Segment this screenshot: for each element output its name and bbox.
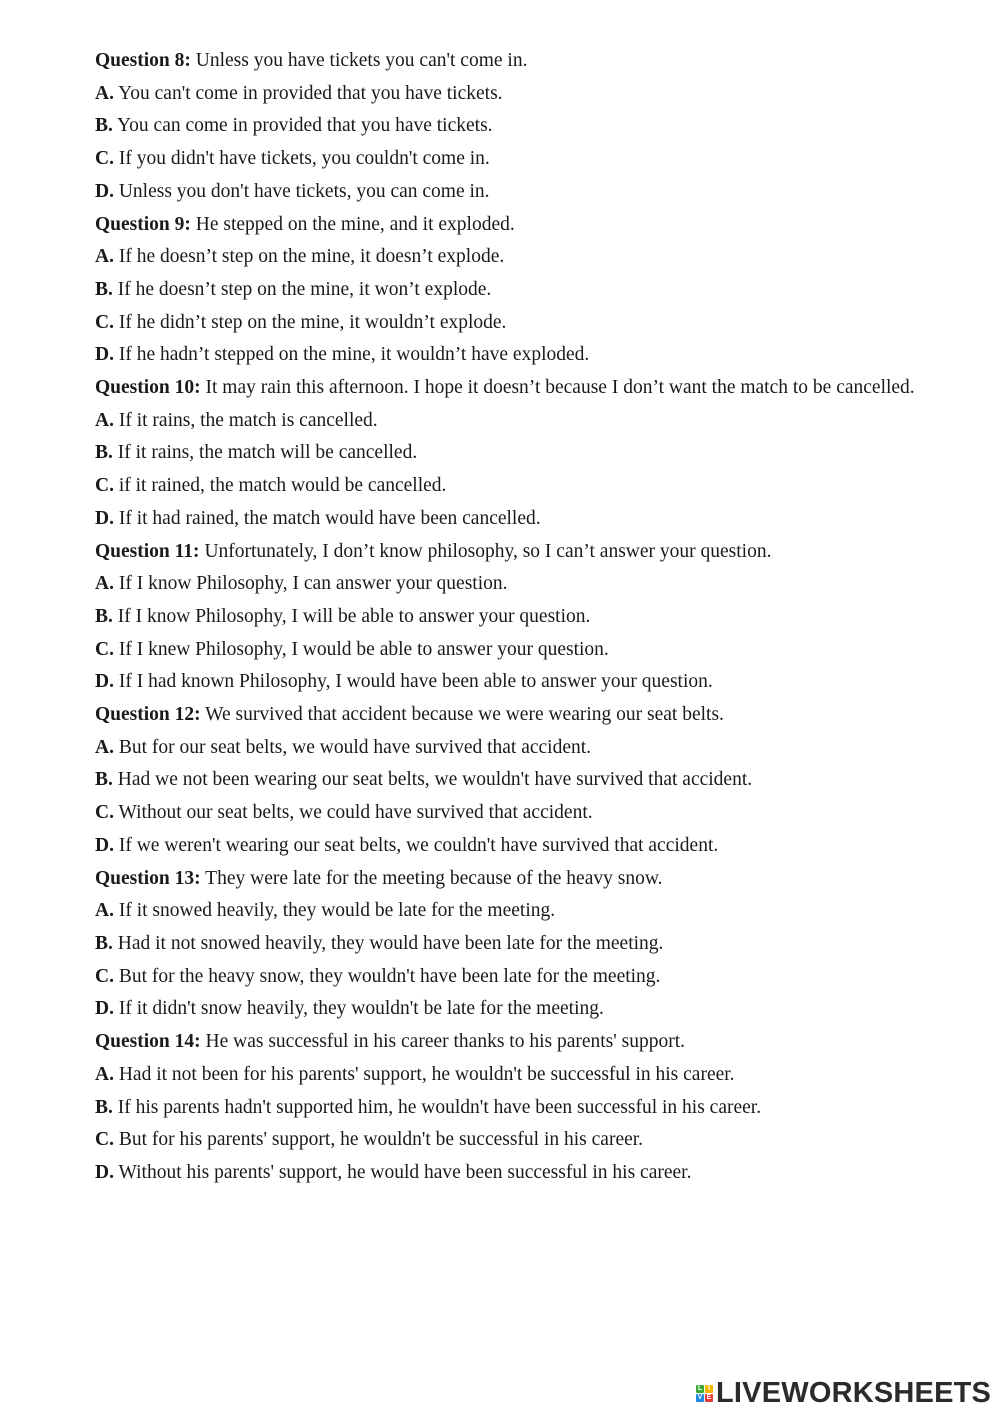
option-letter: D. bbox=[95, 507, 114, 529]
option-text: If he doesn’t step on the mine, it won’t explode. bbox=[117, 278, 492, 300]
option-text: If he didn’t step on the mine, it wouldn’t explode. bbox=[118, 311, 507, 333]
option-text: If he hadn’t stepped on the mine, it wouldn’t have exploded. bbox=[118, 344, 590, 366]
answer-option bbox=[95, 764, 935, 797]
logo-cell: V bbox=[697, 1393, 703, 1401]
logo-cell: E bbox=[706, 1393, 712, 1401]
question-text: They were late for the meeting because of the heavy snow. bbox=[205, 867, 663, 889]
option-text: Without our seat belts, we could have survived that accident. bbox=[118, 802, 593, 824]
question-number: Question 9: bbox=[95, 213, 191, 235]
question-block bbox=[95, 1026, 935, 1190]
answer-option bbox=[95, 1092, 935, 1125]
question-text: He stepped on the mine, and it exploded. bbox=[195, 213, 515, 235]
option-text: If it didn't snow heavily, they wouldn't be late for the meeting. bbox=[118, 998, 604, 1020]
option-letter: D. bbox=[95, 180, 114, 202]
question-text: Unfortunately, I don’t know philosophy, so I can’t answer your question. bbox=[204, 540, 772, 562]
option-text: If his parents hadn't supported him, he wouldn't have been successful in his career. bbox=[117, 1096, 762, 1118]
option-letter: A. bbox=[95, 900, 114, 922]
option-letter: B. bbox=[95, 605, 113, 627]
answer-option bbox=[95, 503, 935, 536]
option-letter: C. bbox=[95, 638, 114, 660]
option-text: Had it not snowed heavily, they would have been late for the meeting. bbox=[117, 932, 664, 954]
option-text: But for his parents' support, he wouldn't be successful in his career. bbox=[118, 1129, 644, 1151]
liveworksheets-logo bbox=[696, 1376, 991, 1410]
option-text: If I know Philosophy, I will be able to answer your question. bbox=[117, 605, 591, 627]
option-text: If I know Philosophy, I can answer your question. bbox=[118, 573, 508, 595]
question-block bbox=[95, 536, 935, 700]
option-letter: B. bbox=[95, 1096, 113, 1118]
option-letter: C. bbox=[95, 1129, 114, 1151]
question-text: We survived that accident because we were wearing our seat belts. bbox=[205, 704, 724, 726]
answer-option bbox=[95, 961, 935, 994]
question-number: Question 11: bbox=[95, 540, 200, 562]
option-text: if it rained, the match would be cancelled. bbox=[118, 475, 447, 497]
question-stem bbox=[95, 863, 935, 896]
answer-option bbox=[95, 568, 935, 601]
question-block bbox=[95, 45, 935, 209]
option-text: If it snowed heavily, they would be late for the meeting. bbox=[118, 900, 556, 922]
answer-option bbox=[95, 993, 935, 1026]
option-text: If it had rained, the match would have been cancelled. bbox=[118, 507, 541, 529]
answer-option bbox=[95, 437, 935, 470]
option-letter: D. bbox=[95, 344, 114, 366]
question-stem bbox=[95, 45, 935, 78]
option-text: If it rains, the match will be cancelled. bbox=[117, 442, 418, 464]
option-letter: B. bbox=[95, 278, 113, 300]
option-letter: A. bbox=[95, 736, 114, 758]
answer-option bbox=[95, 110, 935, 143]
option-letter: C. bbox=[95, 965, 114, 987]
option-text: You can come in provided that you have tickets. bbox=[117, 115, 493, 137]
option-letter: A. bbox=[95, 409, 114, 431]
answer-option bbox=[95, 78, 935, 111]
option-text: If he doesn’t step on the mine, it doesn’t explode. bbox=[118, 246, 505, 268]
answer-option bbox=[95, 1059, 935, 1092]
option-text: If we weren't wearing our seat belts, we couldn't have survived that accident. bbox=[118, 834, 719, 856]
option-letter: B. bbox=[95, 115, 113, 137]
option-letter: D. bbox=[95, 834, 114, 856]
question-text: He was successful in his career thanks to his parents' support. bbox=[205, 1031, 686, 1053]
answer-option bbox=[95, 241, 935, 274]
question-stem bbox=[95, 536, 935, 569]
question-block bbox=[95, 372, 935, 536]
question-block bbox=[95, 209, 935, 373]
question-stem bbox=[95, 372, 935, 405]
answer-option bbox=[95, 1124, 935, 1157]
option-text: Had we not been wearing our seat belts, we wouldn't have survived that accident. bbox=[117, 769, 753, 791]
option-letter: C. bbox=[95, 802, 114, 824]
answer-option bbox=[95, 176, 935, 209]
answer-option bbox=[95, 405, 935, 438]
answer-option bbox=[95, 634, 935, 667]
answer-option bbox=[95, 928, 935, 961]
question-block bbox=[95, 863, 935, 1027]
option-text: But for the heavy snow, they wouldn't have been late for the meeting. bbox=[118, 965, 661, 987]
logo-cell: I bbox=[705, 1385, 713, 1393]
option-text: If you didn't have tickets, you couldn't come in. bbox=[118, 148, 490, 170]
option-text: If it rains, the match is cancelled. bbox=[118, 409, 378, 431]
option-text: Unless you don't have tickets, you can come in. bbox=[118, 180, 490, 202]
question-text: It may rain this afternoon. I hope it doesn’t because I don’t want the match to be cancelled. bbox=[205, 377, 915, 399]
answer-option bbox=[95, 895, 935, 928]
question-number: Question 12: bbox=[95, 704, 201, 726]
option-text: If I had known Philosophy, I would have been able to answer your question. bbox=[118, 671, 713, 693]
question-number: Question 10: bbox=[95, 377, 201, 399]
option-text: But for our seat belts, we would have survived that accident. bbox=[118, 736, 592, 758]
option-text: Had it not been for his parents' support, he wouldn't be successful in his career. bbox=[118, 1063, 735, 1085]
option-letter: A. bbox=[95, 1063, 114, 1085]
question-list bbox=[95, 45, 935, 1190]
question-number: Question 8: bbox=[95, 50, 191, 71]
option-letter: C. bbox=[95, 148, 114, 170]
question-text: Unless you have tickets you can't come in. bbox=[195, 50, 528, 71]
answer-option bbox=[95, 797, 935, 830]
answer-option bbox=[95, 830, 935, 863]
question-stem bbox=[95, 1026, 935, 1059]
logo-cell: L bbox=[697, 1384, 703, 1392]
option-letter: A. bbox=[95, 82, 114, 104]
answer-option bbox=[95, 732, 935, 765]
question-block bbox=[95, 699, 935, 863]
option-letter: B. bbox=[95, 442, 113, 464]
question-number: Question 13: bbox=[95, 867, 201, 889]
option-letter: D. bbox=[95, 1161, 114, 1183]
question-stem bbox=[95, 209, 935, 242]
answer-option bbox=[95, 143, 935, 176]
option-letter: D. bbox=[95, 671, 114, 693]
option-text: You can't come in provided that you have tickets. bbox=[118, 82, 503, 104]
option-text: Without his parents' support, he would have been successful in his career. bbox=[118, 1161, 692, 1183]
option-letter: B. bbox=[95, 932, 113, 954]
answer-option bbox=[95, 1157, 935, 1190]
option-letter: C. bbox=[95, 311, 114, 333]
option-letter: C. bbox=[95, 475, 114, 497]
logo-text: LIVEWORKSHEETS bbox=[716, 1376, 992, 1409]
option-text: If I knew Philosophy, I would be able to answer your question. bbox=[118, 638, 609, 660]
option-letter: A. bbox=[95, 246, 114, 268]
logo-mark-icon bbox=[696, 1385, 713, 1402]
answer-option bbox=[95, 307, 935, 340]
answer-option bbox=[95, 666, 935, 699]
answer-option bbox=[95, 339, 935, 372]
worksheet-page bbox=[95, 45, 935, 1190]
question-stem bbox=[95, 699, 935, 732]
answer-option bbox=[95, 470, 935, 503]
answer-option bbox=[95, 274, 935, 307]
question-number: Question 14: bbox=[95, 1031, 201, 1053]
option-letter: B. bbox=[95, 769, 113, 791]
answer-option bbox=[95, 601, 935, 634]
option-letter: D. bbox=[95, 998, 114, 1020]
option-letter: A. bbox=[95, 573, 114, 595]
